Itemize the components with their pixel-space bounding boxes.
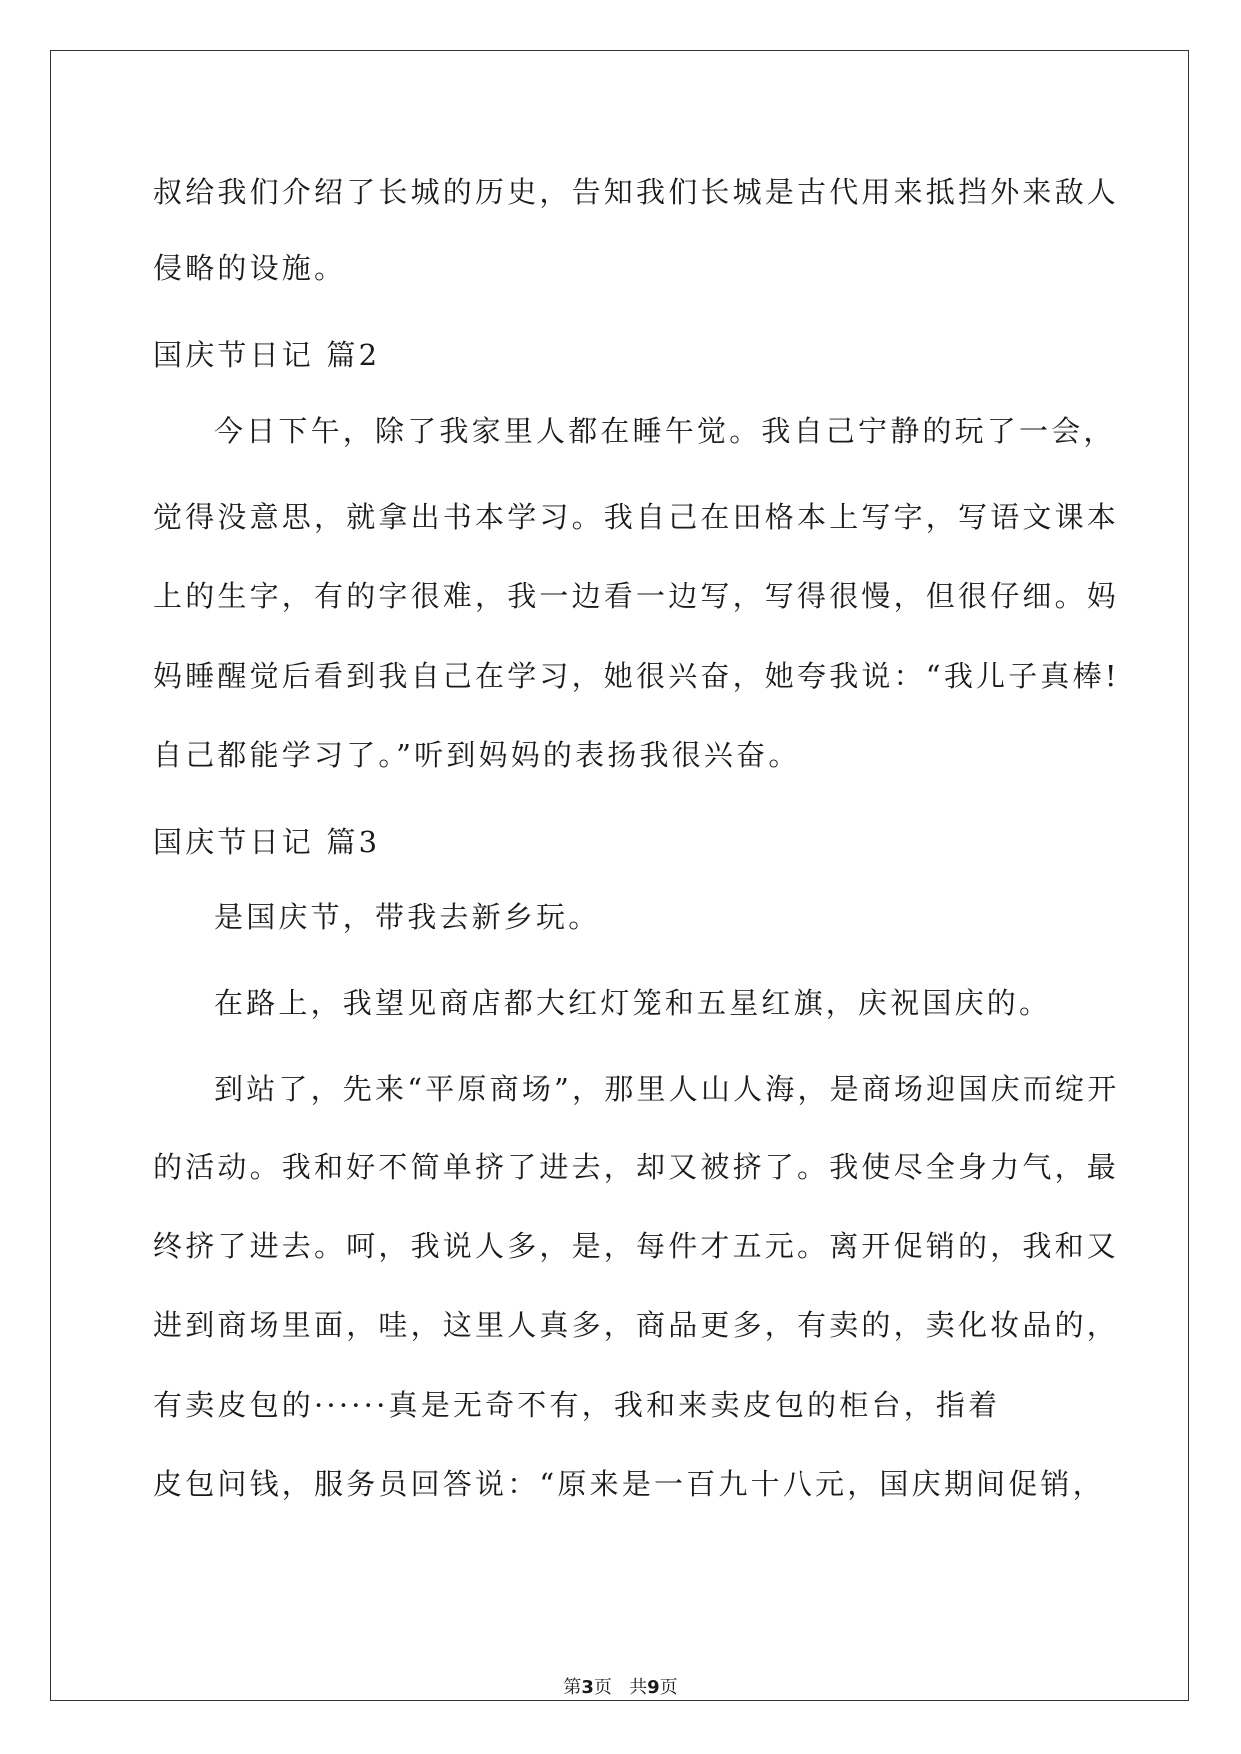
text-line: 的活动。我和好不简单挤了进去，却又被挤了。我使尽全身力气，最 bbox=[153, 1150, 1120, 1184]
text-line: 到站了，先来“平原商场”，那里人山人海，是商场迎国庆而绽开 bbox=[214, 1072, 1120, 1106]
text-line: 有卖皮包的······真是无奇不有，我和来卖皮包的柜台，指着 bbox=[153, 1388, 1001, 1422]
text-line: 叔给我们介绍了长城的历史，告知我们长城是古代用来抵挡外来敌人 bbox=[153, 175, 1120, 209]
text-line: 自己都能学习了。”听到妈妈的表扬我很兴奋。 bbox=[153, 738, 801, 772]
text-line: 侵略的设施。 bbox=[153, 251, 347, 285]
section-heading: 国庆节日记 篇3 bbox=[153, 825, 381, 859]
current-page-number: 3 bbox=[581, 1677, 594, 1698]
footer-prefix: 第 bbox=[563, 1677, 582, 1698]
text-line: 终挤了进去。呵，我说人多，是，每件才五元。离开促销的，我和又 bbox=[153, 1229, 1120, 1263]
section-heading: 国庆节日记 篇2 bbox=[153, 338, 381, 372]
text-line: 是国庆节，带我去新乡玩。 bbox=[214, 900, 601, 934]
text-line: 上的生字，有的字很难，我一边看一边写，写得很慢，但很仔细。妈 bbox=[153, 579, 1120, 613]
text-line: 进到商场里面，哇，这里人真多，商品更多，有卖的，卖化妆品的， bbox=[153, 1308, 1120, 1342]
text-line: 在路上，我望见商店都大红灯笼和五星红旗，庆祝国庆的。 bbox=[214, 986, 1052, 1020]
page-border bbox=[50, 50, 1189, 1701]
text-line: 觉得没意思，就拿出书本学习。我自己在田格本上写字，写语文课本 bbox=[153, 500, 1120, 534]
text-line: 妈睡醒觉后看到我自己在学习，她很兴奋，她夸我说：“我儿子真棒! bbox=[153, 659, 1120, 693]
total-pages-number: 9 bbox=[647, 1677, 660, 1698]
text-line: 皮包问钱，服务员回答说：“原来是一百九十八元，国庆期间促销， bbox=[153, 1467, 1105, 1501]
text-line: 今日下午，除了我家里人都在睡午觉。我自己宁静的玩了一会， bbox=[214, 414, 1116, 448]
footer-suffix: 页 bbox=[659, 1677, 678, 1698]
footer-middle: 页 共 bbox=[593, 1677, 648, 1698]
page-footer bbox=[0, 1677, 1241, 1699]
